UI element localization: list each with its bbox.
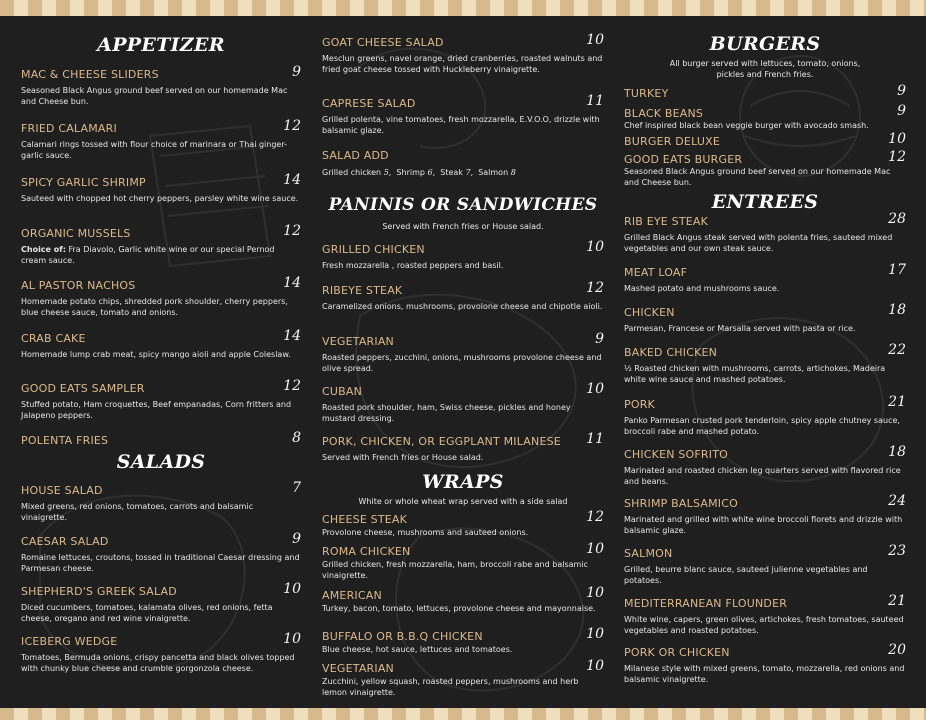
item-description: Zucchini, yellow squash, roasted peppers, mushrooms and herb lemon vinaigrette. <box>322 677 579 697</box>
item-price: 9 <box>897 83 906 99</box>
item-description: Parmesan, Francese or Marsalla served with pasta or rice. <box>624 324 856 333</box>
item-name: CAESAR SALAD <box>21 535 109 548</box>
item-description: Milanese style with mixed greens, tomato, mozzarella, red onions and balsamic vinaigrette. <box>624 664 905 684</box>
item-name: ICEBERG WEDGE <box>21 635 118 648</box>
item-description: Seasoned Black Angus ground beef served on our homemade Mac and Cheese bun. <box>624 167 891 187</box>
item-price: 17 <box>888 262 906 278</box>
menu-item <box>322 509 604 539</box>
item-price: 18 <box>888 444 906 460</box>
menu-item <box>21 378 301 421</box>
item-description: Mesclun greens, navel orange, dried cranberries, roasted walnuts and fried goat cheese tossed with Huckleberry vinaigrette. <box>322 54 603 74</box>
item-description: Roasted pork shoulder, ham, Swiss cheese, pickles and honey mustard dressing. <box>322 403 571 423</box>
item-description: Stuffed potato, Ham croquettes, Beef empanadas, Corn fritters and Jalapeno peppers. <box>21 400 292 420</box>
menu-item <box>322 280 604 313</box>
add-option-price: 5, <box>383 168 392 177</box>
menu-item <box>624 211 906 254</box>
item-name: ROMA CHICKEN <box>322 545 411 558</box>
item-price: 21 <box>888 394 906 410</box>
item-description: Chef inspired black bean veggie burger with avocado smash. <box>624 121 869 130</box>
item-name: RIBEYE STEAK <box>322 284 403 297</box>
item-name: SHRIMP BALSAMICO <box>624 497 738 510</box>
item-name: AMERICAN <box>322 589 382 602</box>
add-option-price: 7, <box>465 168 474 177</box>
item-price: 12 <box>283 378 301 394</box>
menu-item <box>322 658 604 698</box>
item-description: Seasoned Black Angus ground beef served on our homemade Mac and Cheese bun. <box>21 86 288 106</box>
item-price: 11 <box>586 431 604 447</box>
item-description: Grilled Black Angus steak served with polenta fries, sauteed mixed vegetables and our own steak sauce. <box>624 233 893 253</box>
item-description-text: Fra Diavolo, Garlic white wine or our special Pernod cream sauce. <box>21 245 275 265</box>
menu-item <box>21 118 301 161</box>
item-price: 10 <box>586 239 604 255</box>
paninis-title: PANINIS OR SANDWICHES <box>328 195 598 215</box>
add-option-label: Shrimp <box>396 168 425 177</box>
item-name: CHICKEN SOFRITO <box>624 448 728 461</box>
menu-item <box>624 642 906 685</box>
item-name: MAC & CHEESE SLIDERS <box>21 68 159 81</box>
item-name: GOOD EATS BURGER <box>624 153 743 166</box>
menu-item <box>21 430 301 447</box>
item-name: TURKEY <box>624 87 669 100</box>
menu-item <box>21 275 301 318</box>
menu-item <box>322 431 604 464</box>
salad-add-options <box>322 168 604 177</box>
item-name: GOAT CHEESE SALAD <box>322 36 444 49</box>
item-price: 10 <box>586 32 604 48</box>
menu-item <box>624 593 906 636</box>
item-name: VEGETARIAN <box>322 335 394 348</box>
item-name: GRILLED CHICKEN <box>322 243 425 256</box>
menu-item <box>624 342 906 385</box>
menu-item <box>21 172 301 205</box>
item-name: SALMON <box>624 547 673 560</box>
menu-item <box>322 626 604 656</box>
menu-item <box>322 381 604 424</box>
menu-item <box>624 493 906 536</box>
item-name: BLACK BEANS <box>624 107 704 120</box>
item-description: Served with French fries or House salad. <box>322 453 484 462</box>
item-name: GOOD EATS SAMPLER <box>21 382 145 395</box>
menu-item <box>322 239 604 272</box>
wraps-title: WRAPS <box>422 471 504 493</box>
menu-item <box>624 444 906 487</box>
salad-add-title: SALAD ADD <box>322 149 389 162</box>
item-name: PORK <box>624 398 655 411</box>
entrees-title: ENTREES <box>711 191 819 213</box>
add-option-label: Grilled chicken <box>322 168 382 177</box>
item-description: Fresh mozzarella , roasted peppers and basil. <box>322 261 504 270</box>
menu-item <box>322 93 604 136</box>
menu-item <box>624 262 906 295</box>
menu-item <box>21 328 301 361</box>
item-price: 10 <box>283 631 301 647</box>
menu-item <box>322 541 604 581</box>
top-border-stripe <box>0 0 926 16</box>
item-price: 10 <box>586 381 604 397</box>
menu-item <box>21 631 301 674</box>
item-name: AL PASTOR NACHOS <box>21 279 136 292</box>
item-description: Mixed greens, red onions, tomatoes, carrots and balsamic vinaigrette. <box>21 502 254 522</box>
menu-item <box>624 302 906 335</box>
item-name: CHICKEN <box>624 306 675 319</box>
item-description: Tomatoes, Bermuda onions, crispy pancetta and black olives topped with chunky blue cheese and crumble gorgonzola cheese. <box>21 653 295 673</box>
item-price: 10 <box>283 581 301 597</box>
menu-item <box>322 32 604 75</box>
item-description: Turkey, bacon, tomato, lettuces, provolone cheese and mayonnaise. <box>322 604 596 613</box>
item-name: CUBAN <box>322 385 363 398</box>
item-price: 12 <box>283 118 301 134</box>
item-price: 28 <box>888 211 906 227</box>
item-description: Romaine lettuces, croutons, tossed in traditional Caesar dressing and Parmesan cheese. <box>21 553 300 573</box>
item-description: Marinated and roasted chicken leg quarters served with flavored rice and beans. <box>624 466 901 486</box>
menu-item <box>624 103 906 132</box>
item-name: BURGER DELUXE <box>624 135 720 148</box>
item-price: 10 <box>586 585 604 601</box>
item-description: Sauteed with chopped hot cherry peppers, parsley white wine sauce. <box>21 194 299 203</box>
menu-item <box>21 581 301 624</box>
menu-item <box>21 64 301 107</box>
item-name: SPICY GARLIC SHRIMP <box>21 176 146 189</box>
choice-of-label: Choice of: <box>21 245 66 254</box>
item-description: Mashed potato and mushrooms sauce. <box>624 284 780 293</box>
item-description: Marinated and grilled with white wine broccoli florets and drizzle with balsamic glaze. <box>624 515 903 535</box>
menu-item <box>21 223 301 266</box>
menu-item <box>624 131 906 148</box>
item-price: 12 <box>888 149 906 165</box>
item-description: Provolone cheese, mushrooms and sauteed onions. <box>322 528 529 537</box>
item-description: Grilled polenta, vine tomatoes, fresh mozzarella, E.V.O.O, drizzle with balsamic glaze. <box>322 115 600 135</box>
add-option-label: Steak <box>440 168 463 177</box>
salads-title: SALADS <box>116 451 206 473</box>
item-price: 22 <box>888 342 906 358</box>
item-name: ORGANIC MUSSELS <box>21 227 131 240</box>
item-name: CAPRESE SALAD <box>322 97 416 110</box>
menu-item <box>21 480 301 523</box>
item-price: 14 <box>283 275 301 291</box>
item-price: 12 <box>586 280 604 296</box>
menu-item <box>21 531 301 574</box>
item-price: 18 <box>888 302 906 318</box>
item-price: 12 <box>283 223 301 239</box>
item-name: CRAB CAKE <box>21 332 86 345</box>
bottom-border-stripe <box>0 708 926 720</box>
salad-add <box>322 149 604 177</box>
add-option-price: 8 <box>510 168 516 177</box>
item-price: 11 <box>586 93 604 109</box>
item-price: 10 <box>586 626 604 642</box>
item-price: 10 <box>586 658 604 674</box>
item-name: PORK, CHICKEN, OR EGGPLANT MILANESE <box>322 435 561 448</box>
item-name: FRIED CALAMARI <box>21 122 117 135</box>
item-description: Homemade potato chips, shredded pork shoulder, cherry peppers, blue cheese sauce, tomato and onions. <box>21 297 288 317</box>
menu-item <box>322 585 604 615</box>
item-name: RIB EYE STEAK <box>624 215 709 228</box>
item-description: Homemade lump crab meat, spicy mango aioli and apple Coleslaw. <box>21 350 291 359</box>
item-price: 20 <box>888 642 906 658</box>
item-name: MEAT LOAF <box>624 266 688 279</box>
item-name: PORK OR CHICKEN <box>624 646 730 659</box>
item-price: 10 <box>888 131 906 147</box>
item-price: 9 <box>292 531 301 547</box>
item-price: 9 <box>897 103 906 119</box>
item-price: 23 <box>888 543 906 559</box>
item-description <box>21 245 301 266</box>
burgers-description: All burger served with lettuces, tomato, onions, pickles and French fries. <box>669 59 861 79</box>
menu-item <box>624 394 906 437</box>
item-name: HOUSE SALAD <box>21 484 103 497</box>
item-description: Grilled chicken, fresh mozzarella, ham, broccoli rabe and balsamic vinaigrette. <box>322 560 588 580</box>
burgers-title: BURGERS <box>709 33 821 55</box>
item-name: MEDITERRANEAN FLOUNDER <box>624 597 788 610</box>
appetizer-title: APPETIZER <box>97 34 225 56</box>
wraps-description: White or whole wheat wrap served with a side salad <box>358 497 568 506</box>
item-description: Caramelized onions, mushrooms, provolone cheese and chipotle aioli. <box>322 302 603 311</box>
add-option-price: 6, <box>427 168 436 177</box>
item-name: BUFFALO OR B.B.Q CHICKEN <box>322 630 483 643</box>
item-price: 14 <box>283 328 301 344</box>
item-description: Calamari rings tossed with flour choice of marinara or Thai ginger-garlic sauce. <box>21 140 287 160</box>
item-name: BAKED CHICKEN <box>624 346 718 359</box>
item-price: 14 <box>283 172 301 188</box>
item-description: Panko Parmesan crusted pork tenderloin, spicy apple chutney sauce, broccoli rabe and mashed potato. <box>624 416 900 436</box>
item-description: Blue cheese, hot sauce, lettuces and tomatoes. <box>322 645 513 654</box>
item-description: ½ Roasted chicken with mushrooms, carrots, artichokes, Madeira white wine sauce and mashed potatoes. <box>624 364 886 384</box>
add-option-label: Salmon <box>478 168 509 177</box>
item-price: 8 <box>292 430 301 446</box>
item-name: VEGETARIAN <box>322 662 394 675</box>
item-description: White wine, capers, green olives, artichokes, fresh tomatoes, sauteed vegetables and roasted potatoes. <box>624 615 904 635</box>
item-description: Grilled, beurre blanc sauce, sauteed julienne vegetables and potatoes. <box>624 565 868 585</box>
item-name: CHEESE STEAK <box>322 513 408 526</box>
menu-item <box>624 543 906 586</box>
menu-item <box>322 331 604 374</box>
paninis-description: Served with French fries or House salad. <box>382 222 544 231</box>
item-description: Roasted peppers, zucchini, onions, mushrooms provolone cheese and olive spread. <box>322 353 602 373</box>
item-description: Diced cucumbers, tomatoes, kalamata olives, red onions, fetta cheese, oregano and red wine vinaigrette. <box>21 603 273 623</box>
menu-item <box>624 83 906 100</box>
item-price: 9 <box>292 64 301 80</box>
item-price: 12 <box>586 509 604 525</box>
item-price: 9 <box>595 331 604 347</box>
item-price: 21 <box>888 593 906 609</box>
item-price: 10 <box>586 541 604 557</box>
item-price: 7 <box>292 480 301 496</box>
item-price: 24 <box>888 493 906 509</box>
menu-item <box>624 149 906 188</box>
item-name: POLENTA FRIES <box>21 434 109 447</box>
item-name: SHEPHERD'S GREEK SALAD <box>21 585 177 598</box>
